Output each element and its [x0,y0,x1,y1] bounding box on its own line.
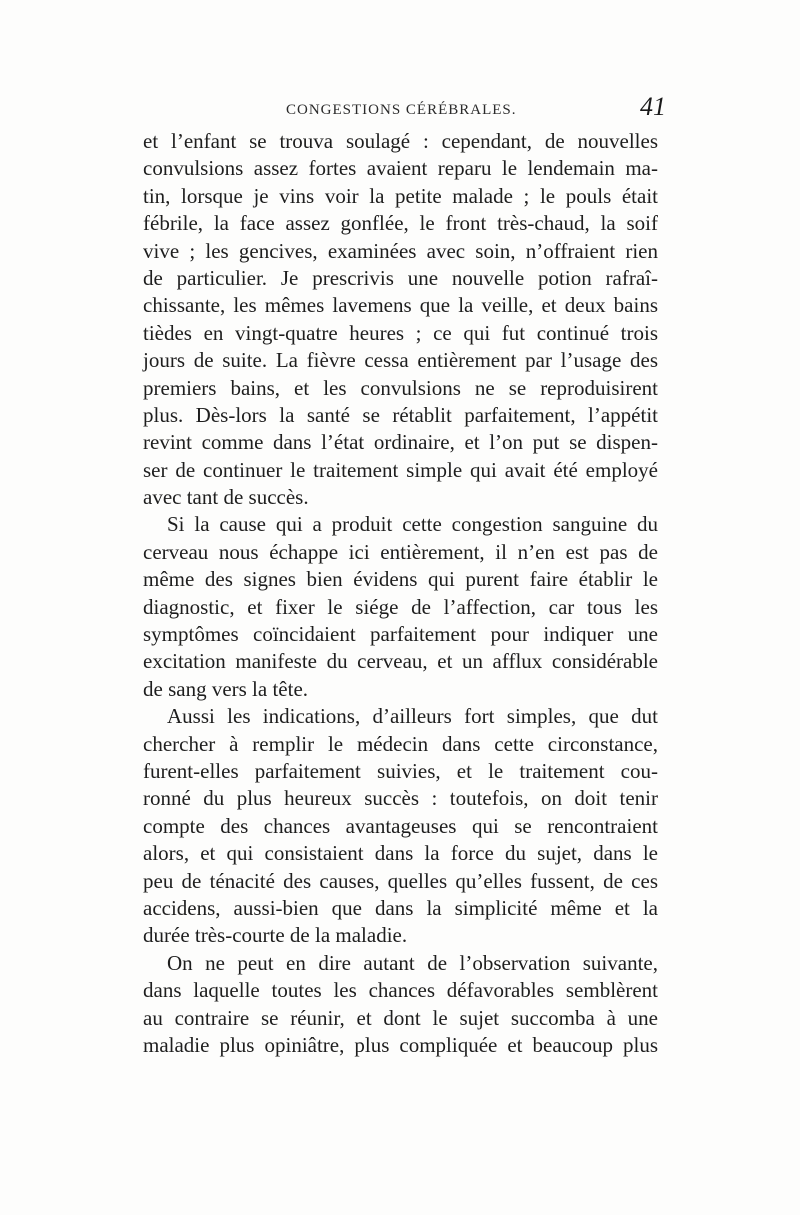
text-line: excitation manifeste du cerveau, et un afflux considérable [143,649,658,674]
text-line: symptômes coïncidaient parfaitement pour indiquer une [143,622,658,647]
text-line: furent-elles parfaitement suivies, et le traitement cou- [143,758,658,783]
running-head [286,92,666,122]
text-line: même des signes bien évidens qui purent faire établir le [143,567,658,592]
text-line: de sang vers la tête. [143,676,309,701]
text-line: plus. Dès-lors la santé se rétablit parfaitement, l’appétit [143,402,658,427]
text-line: chissante, les mêmes lavemens que la veille, et deux bains [143,293,658,318]
text-line: revint comme dans l’état ordinaire, et l’on put se dispen- [143,430,658,455]
text-line: cerveau nous échappe ici entièrement, il n’en est pas de [143,539,658,564]
body-text [143,128,658,1059]
text-line: au contraire se réunir, et dont le sujet succomba à une [143,1005,658,1030]
text-line: Aussi les indications, d’ailleurs fort simples, que dut [167,704,658,729]
text-line: tin, lorsque je vins voir la petite malade ; le pouls était [143,183,658,208]
text-line: dans laquelle toutes les chances défavorables semblèrent [143,978,658,1003]
text-line: durée très-courte de la maladie. [143,923,408,948]
text-line: fébrile, la face assez gonflée, le front très-chaud, la soif [143,211,658,236]
text-line: maladie plus opiniâtre, plus compliquée et beaucoup plus [143,1032,658,1057]
text-line: jours de suite. La fièvre cessa entièrement par l’usage des [143,348,658,373]
text-line: chercher à remplir le médecin dans cette circonstance, [143,731,658,756]
text-line: ser de continuer le traitement simple qui avait été employé [143,457,658,482]
page-number: 41 [640,92,666,121]
text-line: diagnostic, et fixer le siége de l’affection, car tous les [143,594,658,619]
text-line: avec tant de succès. [143,485,309,510]
text-line: convulsions assez fortes avaient reparu le lendemain ma- [143,156,658,181]
text-line: tièdes en vingt-quatre heures ; ce qui fut continué trois [143,320,658,345]
text-line: compte des chances avantageuses qui se rencontraient [143,813,658,838]
text-line: accidens, aussi-bien que dans la simplicité même et la [143,895,658,920]
running-title: CONGESTIONS CÉRÉBRALES. [286,102,517,118]
text-line: peu de ténacité des causes, quelles qu’elles fussent, de ces [143,868,658,893]
text-line: de particulier. Je prescrivis une nouvelle potion rafraî- [143,265,658,290]
text-line: On ne peut en dire autant de l’observation suivante, [167,950,658,975]
text-line: vive ; les gencives, examinées avec soin, n’offraient rien [143,238,658,263]
text-line: premiers bains, et les convulsions ne se reproduisirent [143,375,658,400]
text-line: et l’enfant se trouva soulagé : cependant, de nouvelles [143,129,658,153]
text-line: ronné du plus heureux succès : toutefois, on doit tenir [143,786,658,811]
text-line: alors, et qui consistaient dans la force du sujet, dans le [143,841,658,866]
text-line: Si la cause qui a produit cette congestion sanguine du [167,512,658,537]
